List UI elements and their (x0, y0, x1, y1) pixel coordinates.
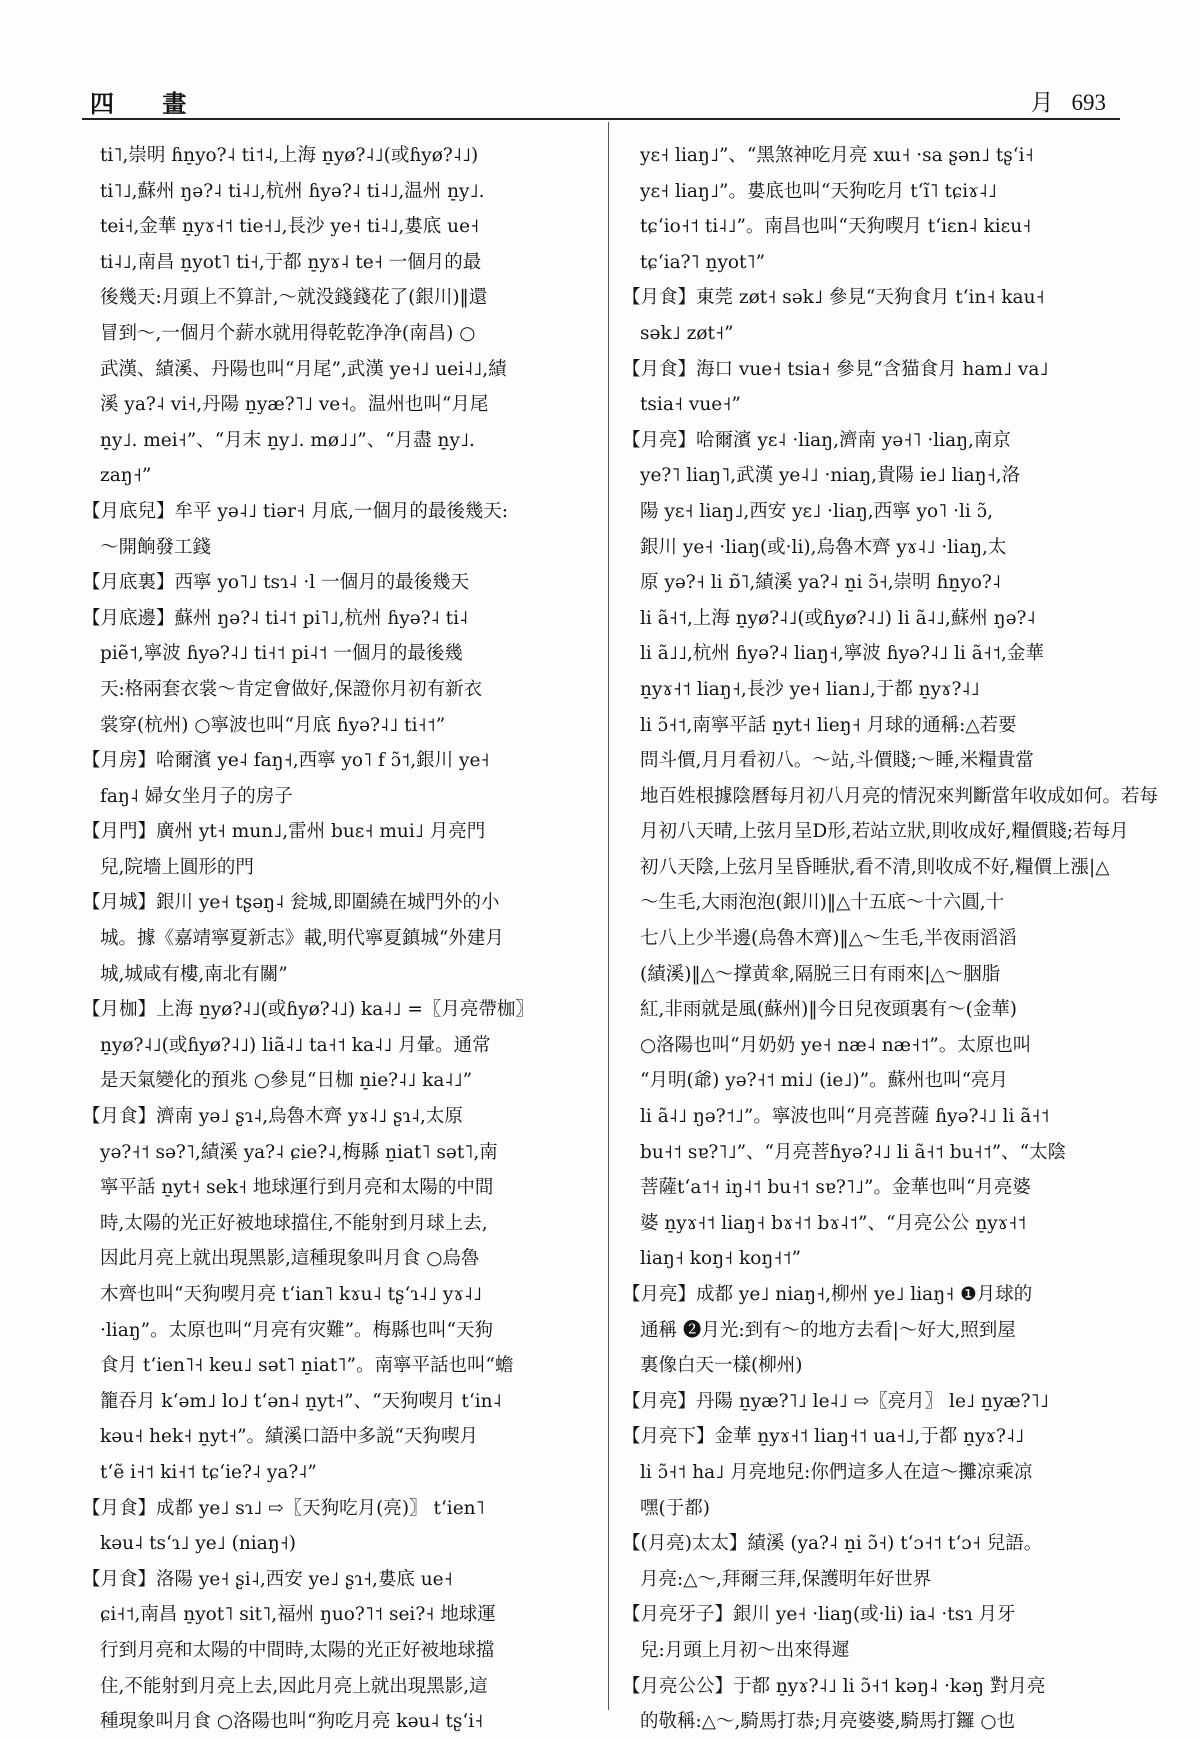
entry-text-line: 銀川 ye˧ ·liaŋ(或·li),烏魯木齊 yɤ˨˩ ·liaŋ,太 (640, 536, 1007, 558)
entry-text-line: ～生毛,大雨泡泡(銀川)‖△十五底～十六圓,十 (640, 892, 1005, 914)
entry-text-line: zaŋ˧” (100, 465, 152, 487)
entry-text-line: bu˧˦ sɐ?˥˩”、“月亮菩ɦyə?˨˩ li ã˧˦ bu˧˦”、“太陰 (640, 1141, 1067, 1163)
entry-text-line: 初八天陰,上弦月呈昏睡狀,看不清,則收成不好,糧價上漲|△ (640, 856, 1110, 878)
entry-text-line: yɛ˧ liaŋ˩”。婁底也叫“天狗吃月 tʻĩ˥ tɕiɤ˨˩ (640, 180, 997, 202)
entry-text-line: 種現象叫月食 ○洛陽也叫“狗吃月亮 kəu˨ tʂʻi˧ (100, 1711, 484, 1733)
entry-text-line: 婆 n̠yɤ˧˦ liaŋ˧ bɤ˧˦ bɤ˨˦”、“月亮公公 n̠yɤ˧˦ (640, 1212, 1027, 1234)
left-column (82, 138, 598, 1733)
entry-text-line: tɕʻio˧˦ ti˨˩”。南昌也叫“天狗喫月 tʻiɛn˨ kiɛu˧ (640, 216, 1032, 238)
entry-text-line: liaŋ˧ koŋ˧ koŋ˧˦” (640, 1248, 802, 1270)
entry-text-line: ○洛陽也叫“月奶奶 ye˧ næ˨ næ˧˦”。太原也叫 (640, 1034, 1032, 1056)
entry-text-line: faŋ˨ 婦女坐月子的房子 (100, 785, 293, 807)
entry-text-line: n̠yø?˨˩(或ɦyø?˨˩) liã˨˩ ta˧˦ ka˨˩ 月暈。通常 (100, 1034, 491, 1056)
entry-text-line: ti˨˩,南昌 n̠yot˥ ti˧,于都 n̠yɤ˨ te˧ 一個月的最 (100, 251, 482, 273)
entry-text-line: 嘿(于都) (640, 1497, 710, 1519)
entry-text-line: 月亮:△～,拜爾三拜,保護明年好世界 (640, 1568, 932, 1590)
page-number: 693 (1071, 90, 1106, 115)
entry-text-line: 原 yə?˧ li ɒ̃˥,績溪 ya?˨ n̠i ɔ̃˧,崇明 ɦn̠yo?˨ (640, 572, 1001, 594)
entry-text-line: 城,城咸有樓,南北有關” (100, 963, 288, 985)
entry-text-line: 的敬稱:△～,騎馬打恭;月亮婆婆,騎馬打鑼 ○也 (640, 1711, 1015, 1733)
entry-text-line: 城。據《嘉靖寧夏新志》載,明代寧夏鎮城“外建月 (100, 928, 504, 950)
entry-headword-line: 【月食】東莞 zøt˧ sək˩ 參見“天狗食月 tʻin˧ kau˧ (622, 287, 1045, 309)
entry-text-line: li ɔ̃˧˦ ha˩ 月亮地兒:你們這多人在這～攤凉乘凉 (640, 1461, 1033, 1483)
entry-text-line: li ã˨˩ ŋə?˦˩”。寧波也叫“月亮菩薩 ɦyə?˨˩ li ã˧˦ (640, 1106, 1050, 1128)
entry-text-line: 菩薩tʻa˦˧ iŋ˨˦ bu˧˦ sɐ?˥˩”。金華也叫“月亮婆 (640, 1177, 1031, 1199)
entry-text-line: li ã˧˦,上海 n̠yø?˨˩(或ɦyø?˨˩) li ã˨˩,蘇州 ŋə?˨ (640, 607, 1036, 629)
entry-text-line: 因此月亮上就出現黑影,這種現象叫月食 ○烏魯 (100, 1248, 480, 1270)
entry-text-line: 通稱 ❷月光:到有～的地方去看|～好大,照到屋 (640, 1319, 1016, 1341)
entry-text-line: ti˥,崇明 ɦn̠yo?˨ ti˦˨,上海 n̠yø?˨˩(或ɦyø?˨˩) (100, 145, 479, 166)
entry-headword-line: 【月門】廣州 yt˧ mun˩,雷州 buɛ˧ mui˩ 月亮門 (82, 821, 486, 843)
entry-text-line: 住,不能射到月亮上去,因此月亮上就出現黑影,這 (100, 1675, 488, 1697)
entry-headword-line: 【月食】洛陽 ye˧ ʂi˨,西安 ye˩ ʂɿ˧,婁底 ue˧ (82, 1568, 453, 1590)
entry-text-line: ·liaŋ”。太原也叫“月亮有灾難”。梅縣也叫“天狗 (100, 1319, 493, 1341)
entry-text-line: li ɔ̃˧˦,南寧平話 n̠yt˧ lieŋ˧ 月球的通稱:△若要 (640, 714, 1017, 736)
entry-text-line: (績溪)‖△～撑黄傘,隔脱三日有雨來|△～胭脂 (640, 963, 1001, 985)
head-character: 月 (1030, 90, 1054, 116)
entry-text-line: li ã˩˩,杭州 ɦyə?˨ liaŋ˧,寧波 ɦyə?˨˩ li ã˧˦,金華 (640, 643, 1044, 665)
entry-text-line: 紅,非雨就是風(蘇州)‖今日兒夜頭裏有～(金華) (640, 999, 1018, 1021)
entry-text-line: n̠y˩. mei˧”、“月末 n̠y˩. mø˩˩”、“月盡 n̠y˩. (100, 429, 475, 451)
running-head (1031, 84, 1107, 117)
entry-text-line: 時,太陽的光正好被地球擋住,不能射到月球上去, (100, 1212, 488, 1234)
entry-text-line: 武漢、績溪、丹陽也叫“月尾”,武漢 ye˧˩ uei˨˩,績 (100, 358, 507, 380)
entry-text-line: 兒:月頭上月初～出來得遲 (640, 1639, 850, 1661)
entry-text-line: ye?˥ liaŋ˥,武漢 ye˨˩ ·niaŋ,貴陽 ie˩ liaŋ˧,洛 (640, 465, 1021, 487)
entry-headword-line: 【月食】海口 vue˧ tsia˧ 參見“含猫食月 ham˩ va˩ (622, 358, 1049, 380)
entry-text-line: 後幾天:月頭上不算計,～就没錢錢花了(銀川)‖還 (100, 287, 488, 309)
entry-text-line: 裳穿(杭州) ○寧波也叫“月底 ɦyə?˨˩ ti˧˦” (100, 714, 446, 736)
entry-text-line: ɕi˧˦,南昌 n̠yot˥ sit˥,福州 ŋuo?˥˦ sei?˧ 地球運 (100, 1604, 496, 1626)
right-column (622, 138, 1159, 1733)
column-divider (608, 122, 609, 1710)
entry-text-line: piẽ˦,寧波 ɦyə?˨˩ ti˧˦ pi˨˦ 一個月的最後幾 (100, 643, 463, 665)
entry-text-line: yə?˧˦ sə?˥,績溪 ya?˨ ɕie?˨,梅縣 n̠iat˥ sət˥,南 (100, 1141, 498, 1163)
entry-text-line: sək˩ zøt˧” (640, 322, 734, 344)
entry-text-line: ti˥˩,蘇州 ŋə?˨ ti˨˩,杭州 ɦyə?˨ ti˨˩,温州 n̠y˩. (100, 180, 485, 202)
entry-headword-line: 【月亮下】金華 n̠yɤ˧˦ liaŋ˧˦ ua˧˩,于都 n̠yɤ?˨˩ (622, 1426, 1025, 1448)
entry-text-line: 行到月亮和太陽的中間時,太陽的光正好被地球擋 (100, 1639, 495, 1661)
entry-text-line: 兒,院墻上圓形的門 (100, 856, 254, 878)
entry-text-line: 陽 yɛ˧ liaŋ˩,西安 yɛ˩ ·liaŋ,西寧 yo˥ ·li ɔ̃, (640, 500, 993, 522)
entry-headword-line: 【月底邊】蘇州 ŋə?˨ ti˨˦ pi˥˩,杭州 ɦyə?˨ ti˨ (82, 607, 469, 629)
entry-text-line: 問斗價,月月看初八。～站,斗價賤;～睡,米糧貴當 (640, 750, 1034, 772)
entry-text-line: 月初八天晴,上弦月呈D形,若站立狀,則收成好,糧價賤;若每月 (640, 821, 1129, 843)
section-title: 四 畫 (90, 89, 207, 118)
entry-text-line: 籠吞月 kʻəm˩ lo˩ tʻən˨ n̠yt˧”、“天狗喫月 tʻin˨ (100, 1390, 502, 1412)
entry-headword-line: 【月城】銀川 ye˧ tʂəŋ˨ 瓮城,即圍繞在城門外的小 (82, 892, 500, 914)
entry-text-line: tɕʻia?˥ n̠yot˥” (640, 251, 766, 273)
entry-text-line: tʻẽ i˧˦ ki˧˦ tɕʻie?˨ ya?˨” (100, 1461, 317, 1483)
entry-headword-line: 【月亮】丹陽 n̠yæ?˥˩ le˨˩ ⇨〖亮月〗 le˩ n̠yæ?˥˩ (622, 1390, 1049, 1412)
entry-text-line: 木齊也叫“天狗喫月亮 tʻian˥ kɤu˨ tʂʻɿ˨˩ yɤ˨˩ (100, 1284, 483, 1305)
entry-text-line: 七八上少半邊(烏魯木齊)‖△～生毛,半夜雨滔滔 (640, 928, 1017, 950)
entry-text-line: kəu˧ hek˧ n̠yt˧”。績溪口語中多説“天狗喫月 (100, 1426, 478, 1448)
header-rule (82, 118, 1120, 120)
entry-text-line: 食月 tʻien˥˧ keu˩ sət˥ n̠iat˥”。南寧平話也叫“蟾 (100, 1355, 514, 1377)
entry-headword-line: 【月底裏】西寧 yo˥˩ tsɿ˨ ·l 一個月的最後幾天 (82, 572, 470, 594)
entry-headword-line: 【月亮】成都 ye˩ niaŋ˧,柳州 ye˩ liaŋ˧ ❶月球的 (622, 1284, 1033, 1305)
entry-text-line: 天:格兩套衣裳～肯定會做好,保證你月初有新衣 (100, 678, 483, 700)
entry-text-line: 溪 ya?˨ vi˧,丹陽 n̠yæ?˥˩ ve˧。温州也叫“月尾 (100, 394, 489, 416)
page-header (82, 76, 1120, 116)
entry-text-line: yɛ˧ liaŋ˩”、“黑煞神吃月亮 xɯ˧ ·sa ʂən˩ tʂʻi˧ (640, 145, 1034, 166)
entry-text-line: 是天氣變化的預兆 ○參見“日枷 n̠ie?˨˩ ka˨˩” (100, 1070, 473, 1092)
entry-headword-line: 【(月亮)太太】績溪 (ya?˨ n̠i ɔ̃˧) tʻɔ˧˦ tʻɔ˧ 兒語。 (622, 1533, 1043, 1555)
entry-headword-line: 【月房】哈爾濱 ye˨ faŋ˧,西寧 yo˥ f ɔ̃˦,銀川 ye˧ (82, 750, 490, 772)
entry-text-line: tei˧,金華 n̠yɤ˧˦ tie˧˩,長沙 ye˧ ti˨˩,婁底 ue˧ (100, 216, 480, 238)
entry-text-line: tsia˧ vue˧” (640, 394, 741, 416)
entry-headword-line: 【月亮公公】于都 n̠yɤ?˨˩ li ɔ̃˧˦ kəŋ˨ ·kəŋ 對月亮 (622, 1675, 1046, 1697)
entry-text-line: “月明(爺) yə?˧˦ mi˩ (ie˩)”。蘇州也叫“亮月 (640, 1070, 1009, 1092)
entry-headword-line: 【月枷】上海 n̠yø?˨˩(或ɦyø?˨˩) ka˨˩ =〖月亮帶枷〗 (82, 999, 534, 1021)
entry-text-line: ～開餉發工錢 (100, 536, 212, 558)
entry-headword-line: 【月食】濟南 yə˩ ʂɿ˨,烏魯木齊 yɤ˨˩ ʂɿ˨,太原 (82, 1106, 463, 1128)
entry-headword-line: 【月食】成都 ye˩ sɿ˩ ⇨〖天狗吃月(亮)〗 tʻien˥ (82, 1497, 485, 1519)
entry-text-line: kəu˨ tsʻɿ˩ ye˩ (niaŋ˧) (100, 1533, 297, 1555)
entry-headword-line: 【月底兒】牟平 yə˨˩ tiər˧ 月底,一個月的最後幾天: (82, 500, 509, 522)
entry-text-line: 裏像白天一樣(柳州) (640, 1355, 803, 1377)
entry-text-line: 寧平話 n̠yt˧ sek˧ 地球運行到月亮和太陽的中間 (100, 1177, 494, 1199)
entry-text-line: n̠yɤ˧˦ liaŋ˧,長沙 ye˧ lian˩,于都 n̠yɤ?˨˩ (640, 678, 980, 700)
entry-headword-line: 【月亮】哈爾濱 yɛ˨ ·liaŋ,濟南 yə˧˥ ·liaŋ,南京 (622, 429, 1011, 451)
entry-text-line: 地百姓根據陰曆每月初八月亮的情況來判斷當年收成如何。若每 (640, 785, 1159, 807)
entry-text-line: 冒到～,一個月个薪水就用得乾乾净净(南昌) ○ (100, 322, 476, 344)
entry-headword-line: 【月亮牙子】銀川 ye˧ ·liaŋ(或·li) ia˨ ·tsɿ 月牙 (622, 1604, 1016, 1626)
